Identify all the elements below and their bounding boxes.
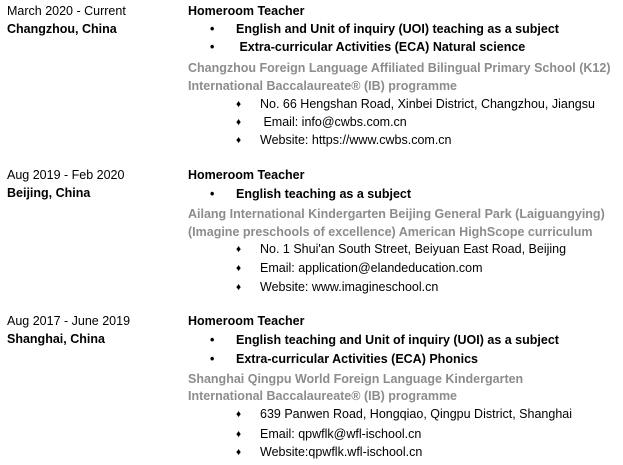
diamond-bullet-icon: ♦ — [236, 135, 242, 146]
detail-email — [236, 425, 421, 445]
detail-address — [236, 95, 595, 115]
duty-item — [210, 331, 559, 349]
detail-address — [236, 240, 566, 260]
diamond-bullet-icon: ♦ — [236, 429, 242, 440]
detail-email — [236, 259, 483, 279]
detail-text: No. 66 Hengshan Road, Xinbei District, Changzhou, Jiangsu — [260, 97, 595, 111]
diamond-bullet-icon: ♦ — [236, 244, 242, 255]
diamond-bullet-icon: ♦ — [236, 263, 242, 274]
diamond-bullet-icon: ♦ — [236, 409, 242, 420]
detail-text: 639 Panwen Road, Hongqiao, Qingpu District, Shanghai — [260, 407, 573, 421]
entry-date: Aug 2017 - June 2019 — [7, 314, 131, 328]
detail-text: Email: qpwflk@wfl-ischool.cn — [260, 427, 422, 441]
entry-location: Changzhou, China — [7, 22, 117, 36]
duty-item — [210, 185, 411, 203]
duty-text: Extra-curricular Activities (ECA) Phonics — [236, 352, 478, 366]
detail-email — [236, 113, 407, 133]
school-program: International Baccalaureate® (IB) programme — [188, 79, 458, 93]
diamond-bullet-icon: ♦ — [236, 447, 242, 458]
bullet-icon: • — [210, 40, 215, 54]
duty-text: English teaching and Unit of inquiry (UOI) as a subject — [236, 333, 559, 347]
school-name: Changzhou Foreign Language Affiliated Bilingual Primary School (K12) — [188, 61, 611, 75]
duty-text: English and Unit of inquiry (UOI) teaching as a subject — [236, 22, 559, 36]
bullet-icon: • — [210, 352, 215, 366]
diamond-bullet-icon: ♦ — [236, 117, 242, 128]
detail-text: Website: www.imagineschool.cn — [260, 280, 439, 294]
bullet-icon: • — [210, 187, 215, 201]
duty-text: English teaching as a subject — [236, 187, 412, 201]
detail-website — [236, 278, 438, 298]
school-program: (Imagine preschools of excellence) American HighScope curriculum — [188, 225, 593, 239]
entry-location: Beijing, China — [7, 186, 91, 200]
detail-text: Email: info@cwbs.com.cn — [260, 115, 407, 129]
entry-role: Homeroom Teacher — [188, 168, 305, 182]
school-program: International Baccalaureate® (IB) programme — [188, 389, 458, 403]
entry-location: Shanghai, China — [7, 332, 105, 346]
detail-website — [236, 131, 452, 151]
detail-text: Website:qpwflk.wfl-ischool.cn — [260, 445, 423, 459]
diamond-bullet-icon: ♦ — [236, 99, 242, 110]
duty-item — [210, 350, 478, 368]
duty-item — [210, 38, 525, 56]
diamond-bullet-icon: ♦ — [236, 282, 242, 293]
detail-text: Email: application@elandeducation.com — [260, 261, 483, 275]
detail-text: Website: https://www.cwbs.com.cn — [260, 133, 452, 147]
detail-text: No. 1 Shui'an South Street, Beiyuan East Road, Beijing — [260, 242, 567, 256]
duty-item — [210, 20, 559, 38]
school-name: Shanghai Qingpu World Foreign Language Kindergarten — [188, 372, 524, 386]
bullet-icon: • — [210, 22, 215, 36]
bullet-icon: • — [210, 333, 215, 347]
duty-text: Extra-curricular Activities (ECA) Natural science — [236, 40, 526, 54]
school-name: Ailang International Kindergarten Beijing General Park (Laiguangying) — [188, 207, 605, 221]
detail-website — [236, 443, 422, 463]
detail-address — [236, 405, 572, 425]
entry-role: Homeroom Teacher — [188, 4, 305, 18]
entry-date: Aug 2019 - Feb 2020 — [7, 168, 125, 182]
entry-date: March 2020 - Current — [7, 4, 126, 18]
entry-role: Homeroom Teacher — [188, 314, 305, 328]
